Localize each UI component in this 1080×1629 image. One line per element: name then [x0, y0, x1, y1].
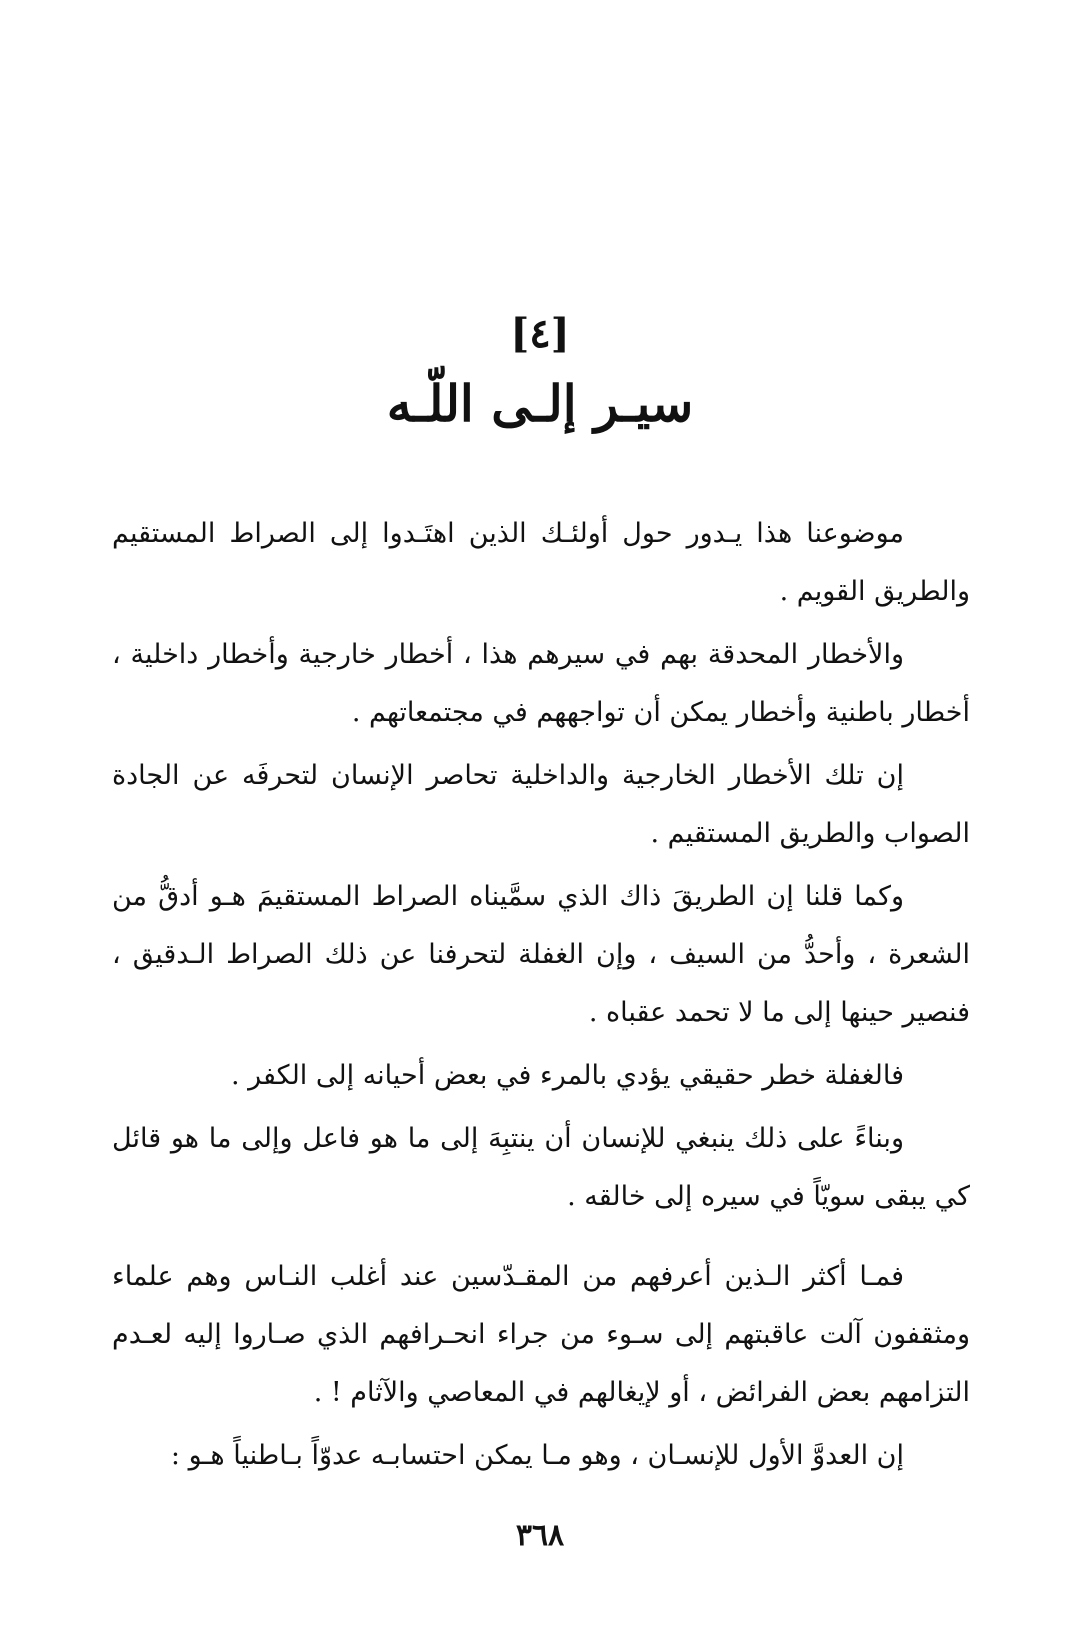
paragraph: فالغفلة خطر حقيقي يؤدي بالمرء في بعض أحيانه إلى الكفر . — [230, 1060, 904, 1091]
paragraph: إن العدوَّ الأول للإنسـان ، وهو مـا يمكن احتسابـه عدوّاً بـاطنياً هـو : — [170, 1440, 904, 1471]
paragraph: وبناءً على ذلك ينبغي للإنسان أن ينتبِهَ إلى ما هو فاعل وإلى ما هو قائل كي يبقى سويّاً في سيره إلى خالقه . — [112, 1123, 970, 1212]
chapter-title: سيـر إلـى اللّـه — [386, 374, 694, 433]
paragraph: فمـا أكثر الـذين أعرفهم من المقـدّسين عند أغلب النـاس وهم علماء ومثقفون آلت عاقبتهم إلى سـوء من جراء انحـرافهم الذي صـاروا إليه لعـدم التزامهم بعض الفرائض ، أو لإيغالهم في المعاصي والآثام ! . — [112, 1261, 970, 1408]
body-text — [112, 505, 970, 1490]
paragraph: وكما قلنا إن الطريقَ ذاك الذي سمَّيناه الصراط المستقيمَ هـو أدقُّ من الشعرة ، وأحدُّ من السيف ، وإن الغفلة لتحرفنا عن ذلك الصراط الـدقيق ، فنصير حينها إلى ما لا تحمد عقباه . — [112, 881, 970, 1028]
chapter-number: [٤] — [510, 310, 570, 357]
paragraph: والأخطار المحدقة بهم في سيرهم هذا ، أخطار خارجية وأخطار داخلية ، أخطار باطنية وأخطار يمكن أن تواجههم في مجتمعاتهم . — [112, 639, 970, 728]
paragraph: موضوعنا هذا يـدور حول أولئـك الذين اهتَـدوا إلى الصراط المستقيم والطريق القويم . — [112, 518, 970, 607]
page-number: ٣٦٨ — [515, 1518, 565, 1553]
paragraph: إن تلك الأخطار الخارجية والداخلية تحاصر الإنسان لتحرفَه عن الجادة الصواب والطريق المستقيم . — [112, 760, 970, 849]
